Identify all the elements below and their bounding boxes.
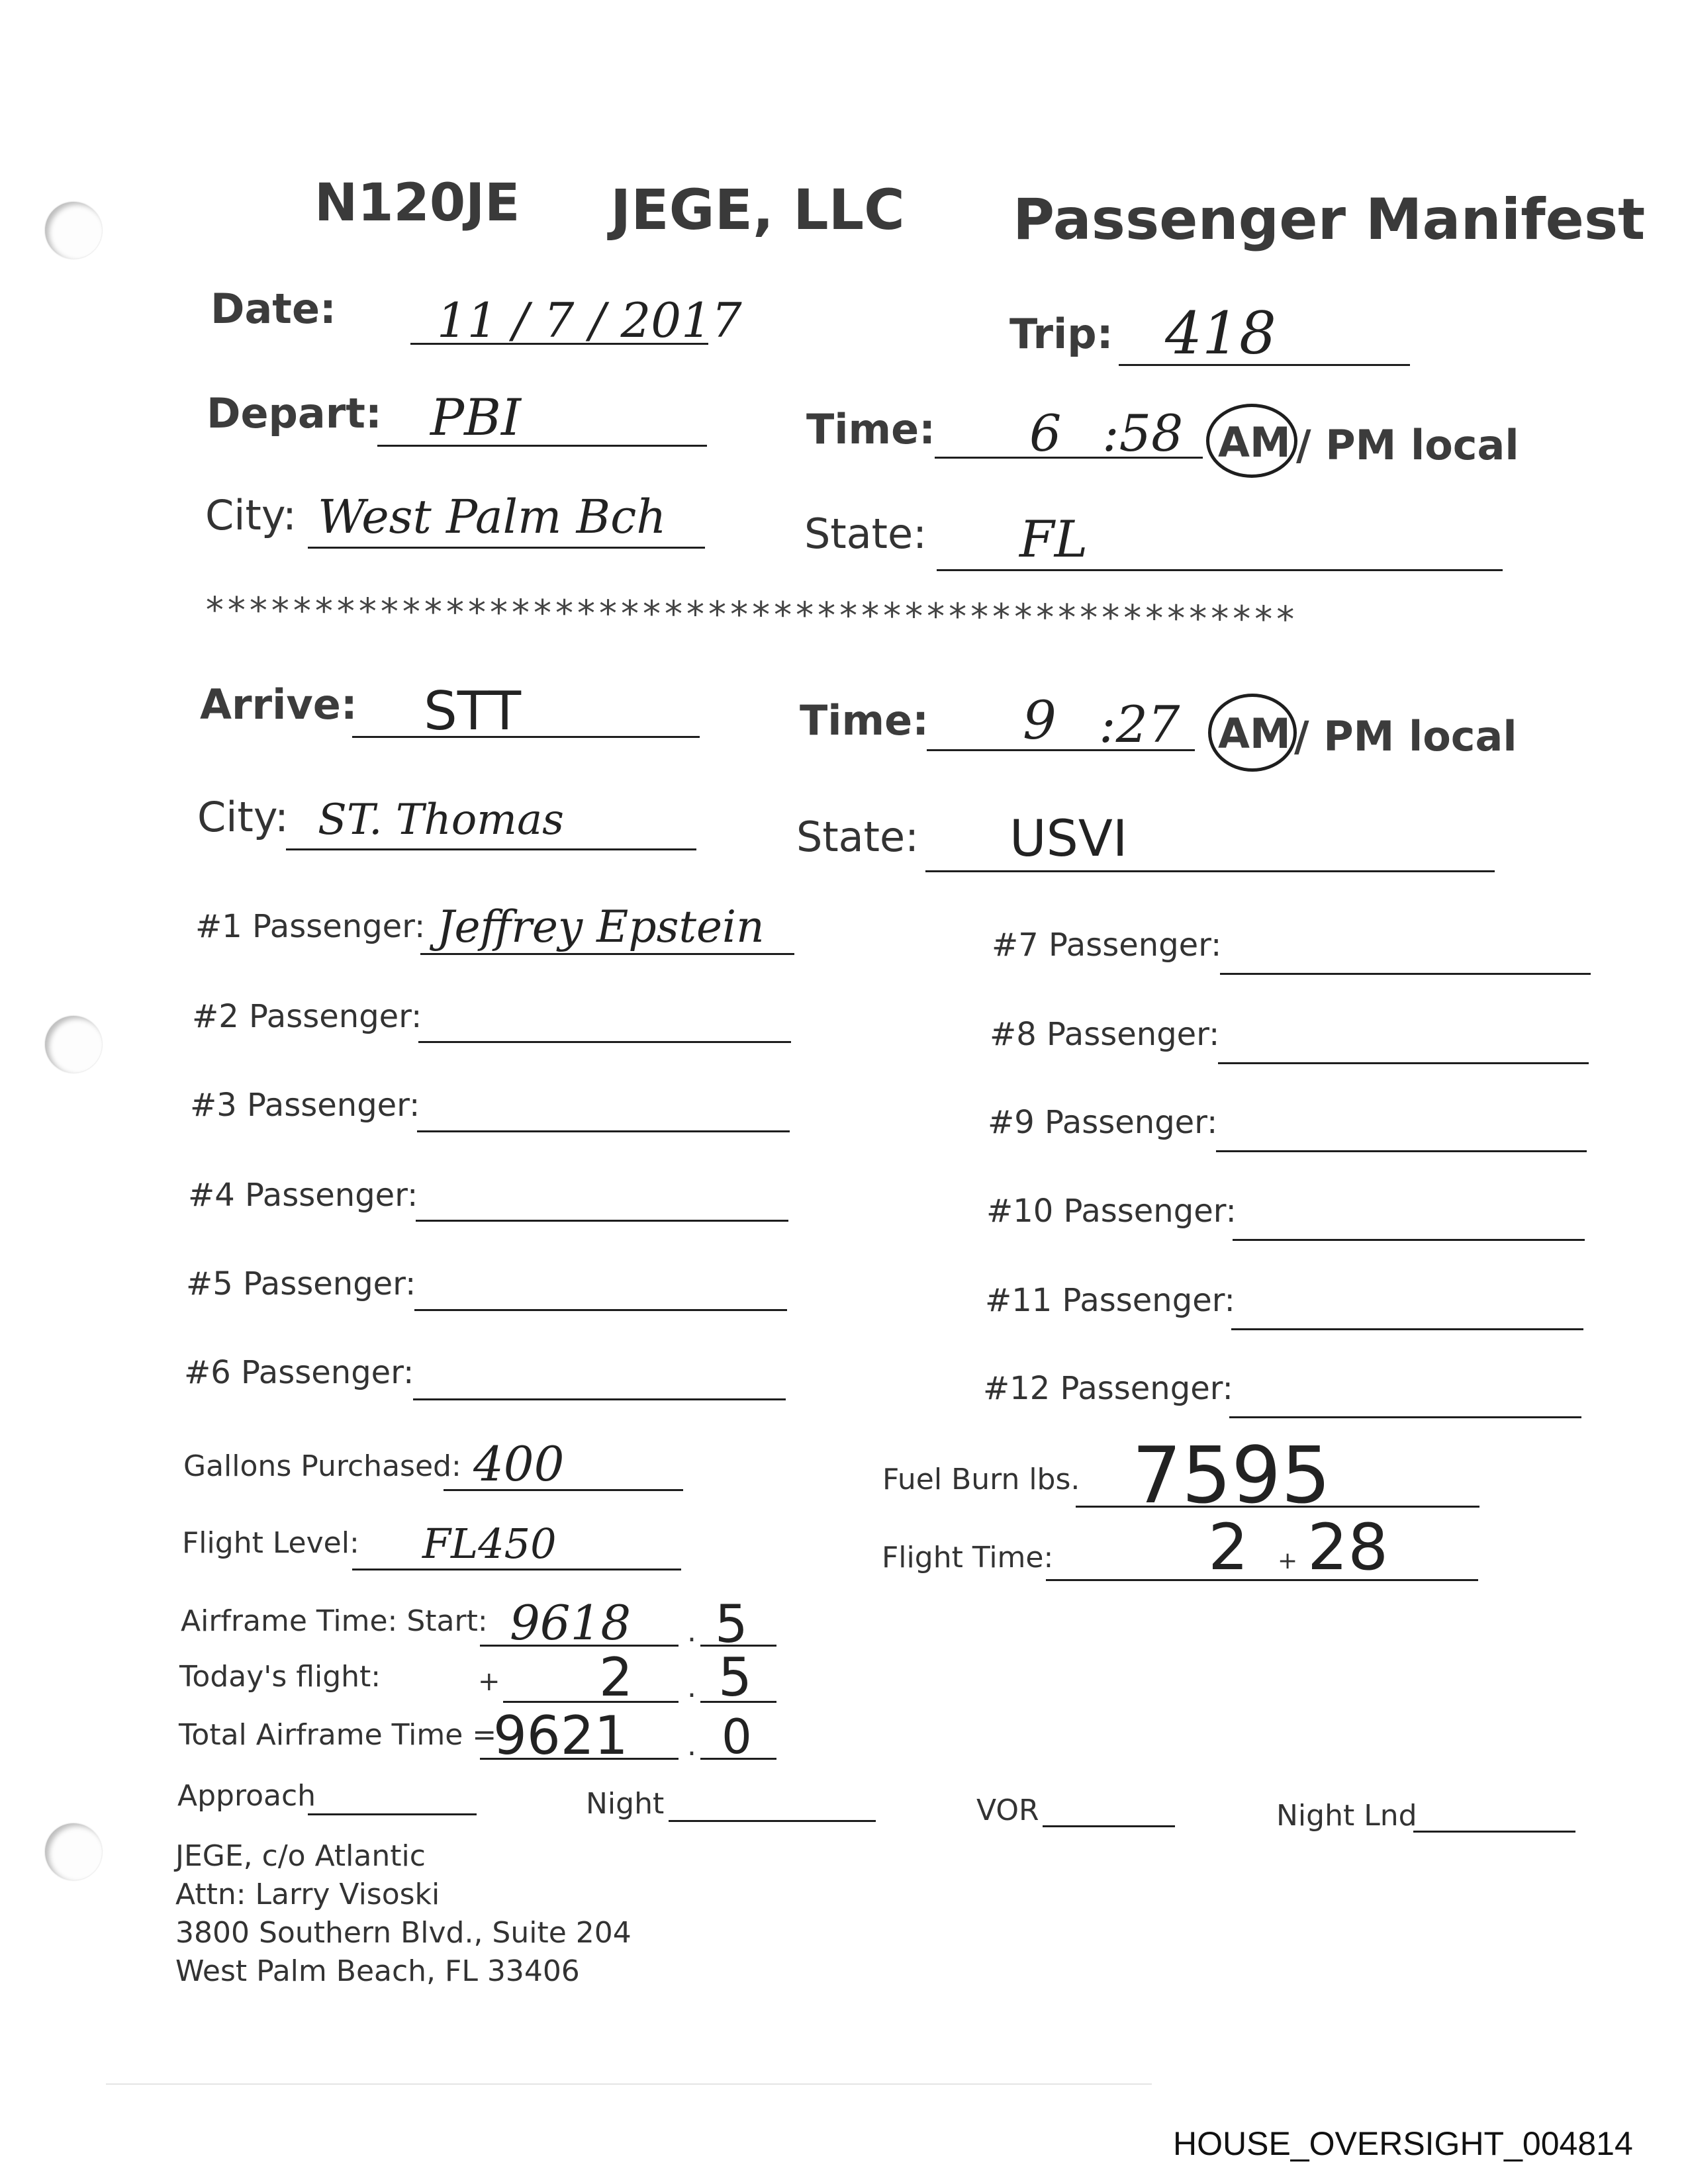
arrive-city-label: City: xyxy=(197,793,289,841)
arrive-state-label: State: xyxy=(796,813,919,861)
passenger-4-line xyxy=(416,1220,788,1222)
airframe-start-tenths: 5 xyxy=(715,1595,748,1655)
todays-flight-label: Today's flight: xyxy=(179,1660,381,1694)
passenger-1-label: #1 Passenger: xyxy=(195,908,426,945)
depart-city-line xyxy=(308,547,705,549)
gallons-label: Gallons Purchased: xyxy=(183,1449,461,1483)
todays-whole-line xyxy=(503,1701,679,1703)
address-line-4: West Palm Beach, FL 33406 xyxy=(175,1954,580,1988)
passenger-2-line xyxy=(418,1041,791,1043)
passenger-9-line xyxy=(1216,1150,1587,1152)
passenger-4-label: #4 Passenger: xyxy=(188,1177,418,1214)
depart-pm-local: / PM local xyxy=(1296,421,1519,469)
address-block xyxy=(175,1837,632,1991)
airframe-start-label: Airframe Time: Start: xyxy=(181,1604,488,1638)
arrive-airport-value: STT xyxy=(424,680,522,742)
arrive-am: AM xyxy=(1218,709,1291,758)
arrive-city-line xyxy=(286,848,696,850)
passenger-12-label: #12 Passenger: xyxy=(983,1370,1233,1407)
flight-time-separator: + xyxy=(1278,1547,1298,1574)
total-tenths: 0 xyxy=(722,1709,752,1764)
passenger-10-label: #10 Passenger: xyxy=(986,1193,1237,1230)
night-line xyxy=(669,1820,876,1822)
passenger-6-label: #6 Passenger: xyxy=(184,1354,414,1391)
passenger-8-label: #8 Passenger: xyxy=(990,1016,1220,1053)
depart-line xyxy=(377,445,707,447)
passenger-10-line xyxy=(1233,1239,1585,1241)
passenger-7-label: #7 Passenger: xyxy=(992,927,1222,964)
fuel-burn-value: 7595 xyxy=(1132,1430,1331,1521)
vor-label: VOR xyxy=(976,1794,1039,1827)
night-lnd-label: Night Lnd xyxy=(1276,1799,1417,1833)
binder-hole-top xyxy=(45,202,102,259)
arrive-state-value: USVI xyxy=(1009,809,1128,868)
depart-time-hour: 6 xyxy=(1029,404,1062,463)
passenger-1-name: Jeffrey Epstein xyxy=(437,901,765,952)
passenger-3-label: #3 Passenger: xyxy=(190,1087,420,1124)
passenger-11-label: #11 Passenger: xyxy=(985,1282,1235,1319)
passenger-7-line xyxy=(1220,973,1591,975)
date-value: 11 / 7 / 2017 xyxy=(437,293,742,348)
night-label: Night xyxy=(586,1787,665,1821)
passenger-8-line xyxy=(1218,1062,1589,1064)
passenger-11-line xyxy=(1231,1328,1583,1330)
flight-time-minutes: 28 xyxy=(1307,1510,1389,1584)
airframe-start-whole: 9618 xyxy=(510,1595,632,1651)
passenger-6-line xyxy=(413,1398,786,1400)
flight-time-label: Flight Time: xyxy=(882,1541,1054,1574)
gallons-value: 400 xyxy=(473,1436,565,1492)
arrive-state-line xyxy=(925,870,1495,872)
depart-label: Depart: xyxy=(207,389,382,437)
depart-airport-value: PBI xyxy=(430,388,522,447)
trip-value: 418 xyxy=(1165,299,1276,367)
depart-time-minutes: :58 xyxy=(1102,404,1184,463)
todays-whole: 2 xyxy=(599,1647,633,1708)
separator-stars: ************************************************** xyxy=(203,589,1297,641)
total-whole: 9621 xyxy=(493,1705,628,1766)
total-decimal: . xyxy=(687,1729,696,1762)
arrive-pm-local: / PM local xyxy=(1294,712,1517,760)
bates-number: HOUSE_OVERSIGHT_004814 xyxy=(1173,2125,1633,2162)
passenger-5-line xyxy=(414,1309,787,1311)
flight-time-hours: 2 xyxy=(1208,1510,1249,1584)
date-label: Date: xyxy=(211,285,336,333)
depart-time-label: Time: xyxy=(806,405,935,453)
depart-state-value: FL xyxy=(1019,510,1088,569)
arrive-time-hour: 9 xyxy=(1023,690,1056,751)
address-line-1: JEGE, c/o Atlantic xyxy=(175,1839,426,1873)
address-line-3: 3800 Southern Blvd., Suite 204 xyxy=(175,1916,632,1950)
bottom-rule xyxy=(106,2083,1152,2085)
page-title: Passenger Manifest xyxy=(1013,187,1646,253)
depart-state-label: State: xyxy=(804,510,927,558)
airframe-start-decimal: . xyxy=(687,1615,696,1649)
flight-level-label: Flight Level: xyxy=(182,1526,359,1560)
passenger-3-line xyxy=(417,1130,790,1132)
fuel-burn-label: Fuel Burn lbs. xyxy=(882,1463,1080,1496)
passenger-12-line xyxy=(1229,1416,1581,1418)
passenger-1-line xyxy=(420,953,794,955)
depart-am: AM xyxy=(1218,418,1291,467)
arrive-label: Arrive: xyxy=(200,680,357,729)
arrive-city-value: ST. Thomas xyxy=(318,796,564,844)
flight-level-line xyxy=(352,1569,681,1570)
todays-decimal: . xyxy=(687,1670,696,1704)
binder-hole-middle xyxy=(45,1016,102,1073)
depart-city-value: West Palm Bch xyxy=(318,490,667,544)
todays-tenths: 5 xyxy=(718,1647,752,1708)
flight-level-value: FL450 xyxy=(422,1520,557,1568)
total-airframe-label: Total Airframe Time = xyxy=(179,1718,497,1752)
arrive-time-label: Time: xyxy=(800,696,929,745)
address-line-2: Attn: Larry Visoski xyxy=(175,1878,440,1911)
passenger-2-label: #2 Passenger: xyxy=(192,998,422,1035)
trip-label: Trip: xyxy=(1009,310,1113,358)
binder-hole-bottom xyxy=(45,1823,102,1880)
night-lnd-line xyxy=(1413,1831,1575,1833)
approach-line xyxy=(308,1813,477,1815)
company-name: JEGE, LLC xyxy=(610,177,905,242)
flight-time-line xyxy=(1046,1579,1478,1581)
passenger-5-label: #5 Passenger: xyxy=(186,1265,416,1302)
depart-state-line xyxy=(937,569,1503,571)
vor-line xyxy=(1043,1825,1175,1827)
todays-flight-plus: + xyxy=(478,1666,500,1697)
arrive-line xyxy=(352,736,700,738)
tail-number: N120JE xyxy=(314,173,520,233)
depart-city-label: City: xyxy=(205,491,297,539)
approach-label: Approach xyxy=(177,1779,316,1813)
arrive-time-minutes: :27 xyxy=(1099,695,1180,754)
passenger-9-label: #9 Passenger: xyxy=(988,1104,1218,1141)
